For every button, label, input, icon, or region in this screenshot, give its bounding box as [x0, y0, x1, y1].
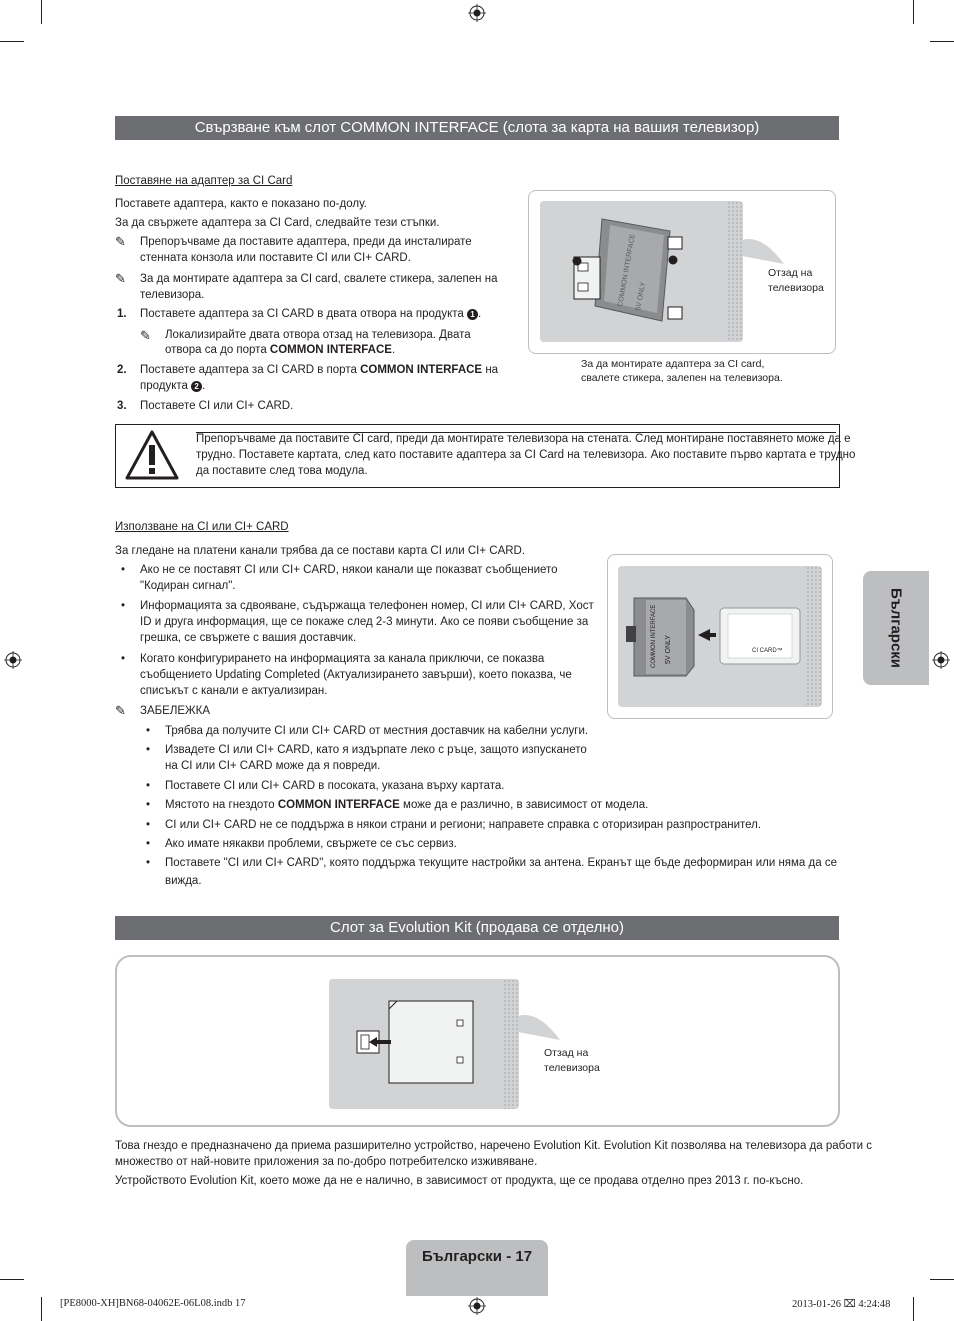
bullet-item: съобщението Updating Completed (Актуализирането завърши), което показва, че: [140, 669, 572, 681]
paragraph: Поставете адаптера, както е показано по-долу.: [115, 198, 367, 210]
note-item: Поставете "CI или CI+ CARD", която поддържа текущите настройки за антена. Екранът ще бъде деформиран или няма да се: [165, 857, 837, 869]
note-item: Извадете CI или CI+ CARD, като я издърпате леко с ръце, защото изпускането: [165, 744, 587, 756]
note-line: Препоръчваме да поставите адаптера, преди да инсталирате: [140, 236, 472, 248]
warning-text: Препоръчваме да поставите CI card, преди да монтирате телевизора на стената. След монтиране поставянето може да е: [196, 433, 851, 445]
step-1: Поставете адаптера за CI CARD в двата отвора на продукта 1 .: [140, 308, 482, 320]
registration-mark-bottom: [468, 1297, 486, 1315]
figure-ci-card-illustration: [618, 566, 822, 707]
step-number: 2.: [117, 364, 127, 376]
note-line: За да монтирате адаптера за CI card, свалете стикера, залепен на: [140, 273, 498, 285]
registration-mark-left: [4, 651, 22, 669]
warning-icon: [124, 429, 180, 481]
callout-pointer: [518, 1008, 568, 1044]
note-item: CI или CI+ CARD не се поддържа в някои страни и региони; направете справка с оторизиран разпространител.: [165, 819, 762, 831]
language-side-tab: Български: [863, 571, 929, 685]
bullet-item: Ако не се поставят CI или CI+ CARD, някои канали ще показват съобщението: [140, 564, 558, 576]
paragraph: множество от най-новите приложения за по-добро потребителско изживяване.: [115, 1156, 538, 1168]
bullet-item: "Кодиран сигнал".: [140, 580, 236, 592]
figure-caption: За да монтирате адаптера за CI card,: [581, 358, 765, 370]
pencil-note-icon: ✎: [115, 703, 126, 718]
note-line: стенната конзола или поставите CI или CI+ CARD.: [140, 252, 411, 264]
step-2-cont: продукта 2 .: [140, 380, 206, 392]
note-item: Поставете CI или CI+ CARD в посоката, указана върху картата.: [165, 780, 505, 792]
adapter-label-2: 5V ONLY: [635, 281, 648, 312]
bullet-item: грешка, се свържете с вашия доставчик.: [140, 632, 357, 644]
page-number-tab: [406, 1240, 548, 1296]
figure-label: телевизора: [544, 1062, 600, 1074]
step-number: 1.: [117, 308, 127, 320]
step-2: Поставете адаптера за CI CARD в порта COMMON INTERFACE на: [140, 364, 499, 376]
subheading-ci-adapter: Поставяне на адаптер за CI Card: [115, 175, 293, 187]
bullet-item: списъкът с канали е актуализиран.: [140, 685, 328, 697]
note-item: на CI или CI+ CARD може да я повреди.: [165, 760, 381, 772]
note-line: телевизора.: [140, 289, 205, 301]
pencil-note-icon: ✎: [115, 234, 126, 249]
card-label: CI CARD™: [752, 648, 783, 654]
footer-file-info: [PE8000-XH]BN68-04062E-06L08.indb 17: [60, 1298, 246, 1309]
subheading-ci-card-usage: Използване на CI или CI+ CARD: [115, 521, 289, 533]
footer-timestamp: 2013-01-26 ⌧ 4:24:48: [792, 1299, 891, 1310]
note-line: Локализирайте двата отвора отзад на телевизора. Двата: [165, 329, 471, 341]
bullet-item: Информацията за сдвояване, съдържаща телефонен номер, CI или CI+ CARD, Хост: [140, 600, 594, 612]
pencil-note-icon: ✎: [115, 271, 126, 286]
paragraph: За гледане на платени канали трябва да се постави карта CI или CI+ CARD.: [115, 545, 526, 557]
pencil-note-icon: ✎: [140, 328, 151, 343]
step-number: 3.: [117, 400, 127, 412]
warning-text: трудно. Поставете картата, след като поставите адаптера за CI Card на телевизора. Ако поставите първо картата е трудно: [196, 449, 856, 461]
figure-evolution-illustration: [329, 979, 519, 1109]
adapter-label: COMMON INTERFACE: [617, 233, 637, 308]
registration-mark-right: [932, 651, 950, 669]
figure-ci-adapter-illustration: [540, 201, 743, 342]
page-number: Български - 17: [421, 1248, 533, 1265]
figure-label: Отзад на: [768, 267, 813, 279]
bullet-item: ID и друга информация, ще се покаже след 2-3 минути. Ако се появи съобщение за: [140, 616, 589, 628]
marker-2-icon: 2: [191, 381, 202, 392]
paragraph: Това гнездо е предназначено да приема разширително устройство, наречено Evolution Kit. Evolution Kit позволява на телевизора да работи с: [115, 1140, 873, 1152]
note-line: отвора са до порта COMMON INTERFACE.: [165, 344, 396, 356]
section-title-evolution-kit: Слот за Evolution Kit (продава се отделно): [115, 916, 839, 940]
step-3: Поставете CI или CI+ CARD.: [140, 400, 294, 412]
figure-label: телевизора: [768, 282, 824, 294]
marker-1-icon: 1: [467, 309, 478, 320]
adapter-label-2: 5V ONLY: [665, 634, 672, 664]
note-item: Ако имате някакви проблеми, свържете се със сервиз.: [165, 838, 457, 850]
section-title-common-interface: Свързване към слот COMMON INTERFACE (слота за карта на вашия телевизор): [115, 116, 839, 140]
figure-label: Отзад на: [544, 1047, 589, 1059]
note-item: Трябва да получите CI или CI+ CARD от местния доставчик на кабелни услуги.: [165, 725, 589, 737]
adapter-label: COMMON INTERFACE: [651, 604, 657, 668]
bullet-item: Когато конфигурирането на информацията за канала приключи, се показва: [140, 653, 545, 665]
note-item: Мястото на гнездото COMMON INTERFACE може да е различно, в зависимост от модела.: [165, 799, 649, 811]
registration-mark-top: [468, 4, 486, 22]
figure-caption: свалете стикера, залепен на телевизора.: [581, 372, 783, 384]
warning-text: да поставите след това модула.: [196, 465, 368, 477]
paragraph: Устройството Evolution Kit, което може да не е налично, в зависимост от продукта, ще се продава отделно през 2013 г. по-късно.: [115, 1175, 804, 1187]
paragraph: За да свържете адаптера за CI Card, следвайте тези стъпки.: [115, 217, 440, 229]
callout-pointer: [742, 232, 792, 268]
note-label: ЗАБЕЛЕЖКА: [140, 705, 211, 717]
note-item: вижда.: [165, 875, 202, 887]
